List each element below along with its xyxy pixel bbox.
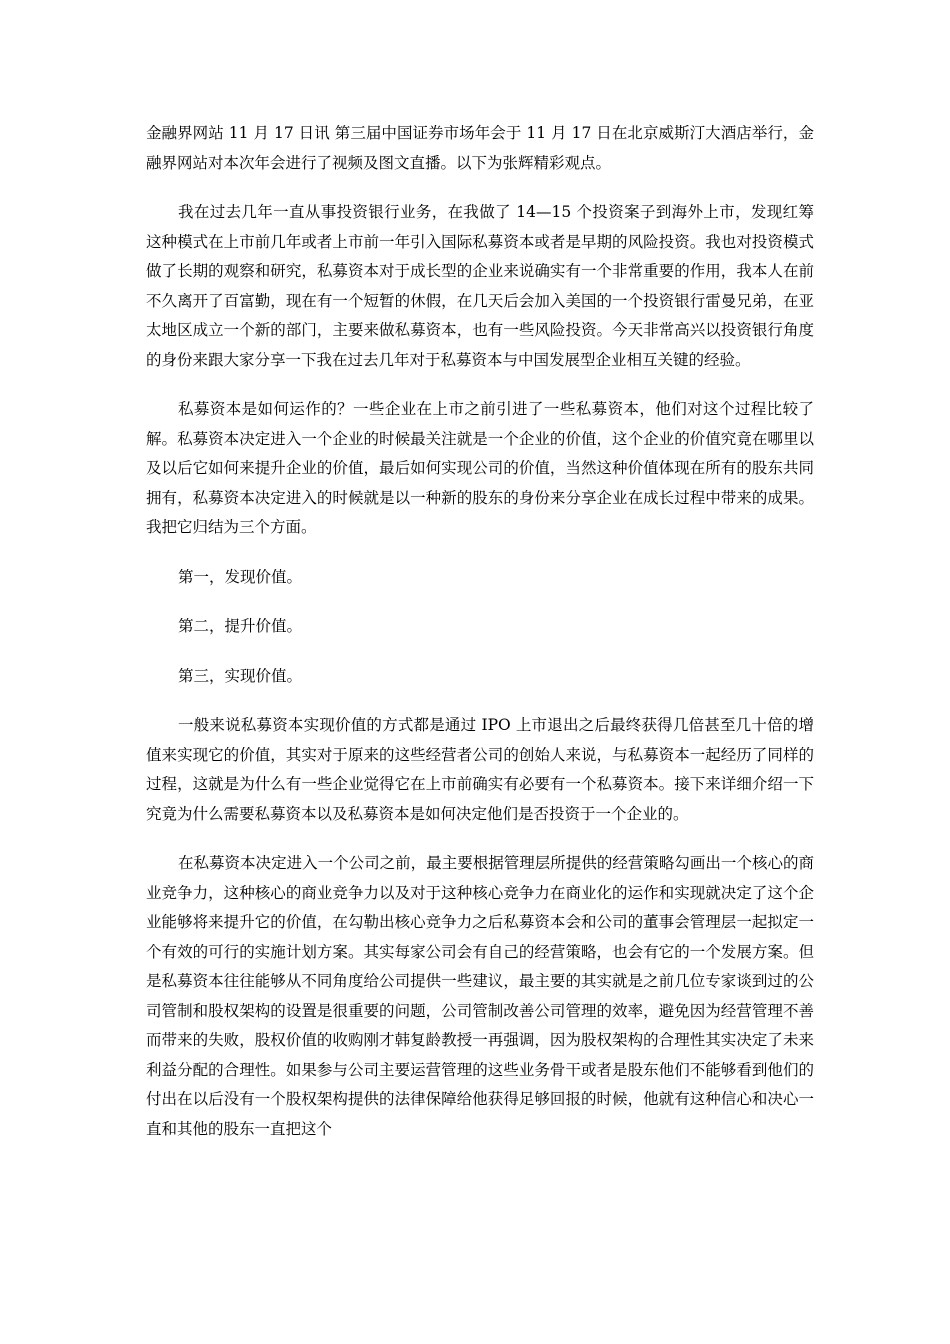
body-paragraph: 我在过去几年一直从事投资银行业务，在我做了 14—15 个投资案子到海外上市，发现红筹这种模式在上市前几年或者上市前一年引入国际私募资本或者是早期的风险投资。我也对投资模式做了长期的观察和研究，私募资本对于成长型的企业来说确实有一个非常重要的作用，我本人在前不久离开了百富勤，现在有一个短暂的休假，在几天后会加入美国的一个投资银行雷曼兄弟，在亚太地区成立一个新的部门，主要来做私募资本，也有一些风险投资。今天非常高兴以投资银行角度的身份来跟大家分享一下我在过去几年对于私募资本与中国发展型企业相互关键的经验。 xyxy=(146,203,814,369)
list-point-paragraph: 第一，发现价值。 xyxy=(178,567,303,586)
list-point-paragraph: 第二，提升价值。 xyxy=(178,617,303,635)
body-paragraph: 在私募资本决定进入一个公司之前，最主要根据管理层所提供的经营策略勾画出一个核心的商业竞争力，这种核心的商业竞争力以及对于这种核心竞争力在商业化的运作和实现就决定了这个企业能够将来提升它的价值，在勾勒出核心竞争力之后私募资本会和公司的董事会管理层一起拟定一个有效的可行的实施计划方案。其实每家公司会有自己的经营策略，也会有它的一个发展方案。但是私募资本往往能够从不同角度给公司提供一些建议，最主要的其实就是之前几位专家谈到过的公司管制和股权架构的设置是很重要的问题，公司管制改善公司管理的效率，避免因为经营管理不善而带来的失败，股权价值的收购刚才韩复龄教授一再强调，因为股权架构的合理性其实决定了未来利益分配的合理性。如果参与公司主要运营管理的这些业务骨干或者是股东他们不能够看到他们的付出在以后没有一个股权架构提供的法律保障给他获得足够回报的时候，他就有这种信心和决心一直和其他的股东一直把这个 xyxy=(146,854,814,1138)
body-paragraph: 私募资本是如何运作的？一些企业在上市之前引进了一些私募资本，他们对这个过程比较了解。私募资本决定进入一个企业的时候最关注就是一个企业的价值，这个企业的价值究竟在哪里以及以后它如何来提升企业的价值，最后如何实现公司的价值，当然这种价值体现在所有的股东共同拥有，私募资本决定进入的时候就是以一种新的股东的身份来分享企业在成长过程中带来的成果。我把它归结为三个方面。 xyxy=(146,400,814,536)
lead-paragraph: 金融界网站 11 月 17 日讯 第三届中国证券市场年会于 11 月 17 日在北京威斯汀大酒店举行，金融界网站对本次年会进行了视频及图文直播。以下为张辉精彩观点。 xyxy=(146,124,814,172)
list-point-paragraph: 第三，实现价值。 xyxy=(178,666,303,685)
article-body xyxy=(146,119,814,1164)
body-paragraph: 一般来说私募资本实现价值的方式都是通过 IPO 上市退出之后最终获得几倍甚至几十倍的增值来实现它的价值，其实对于原来的这些经营者公司的创始人来说，与私募资本一起经历了同样的过程，这就是为什么有一些企业觉得它在上市前确实有必要有一个私募资本。接下来详细介绍一下究竟为什么需要私募资本以及私募资本是如何决定他们是否投资于一个企业的。 xyxy=(146,716,814,823)
